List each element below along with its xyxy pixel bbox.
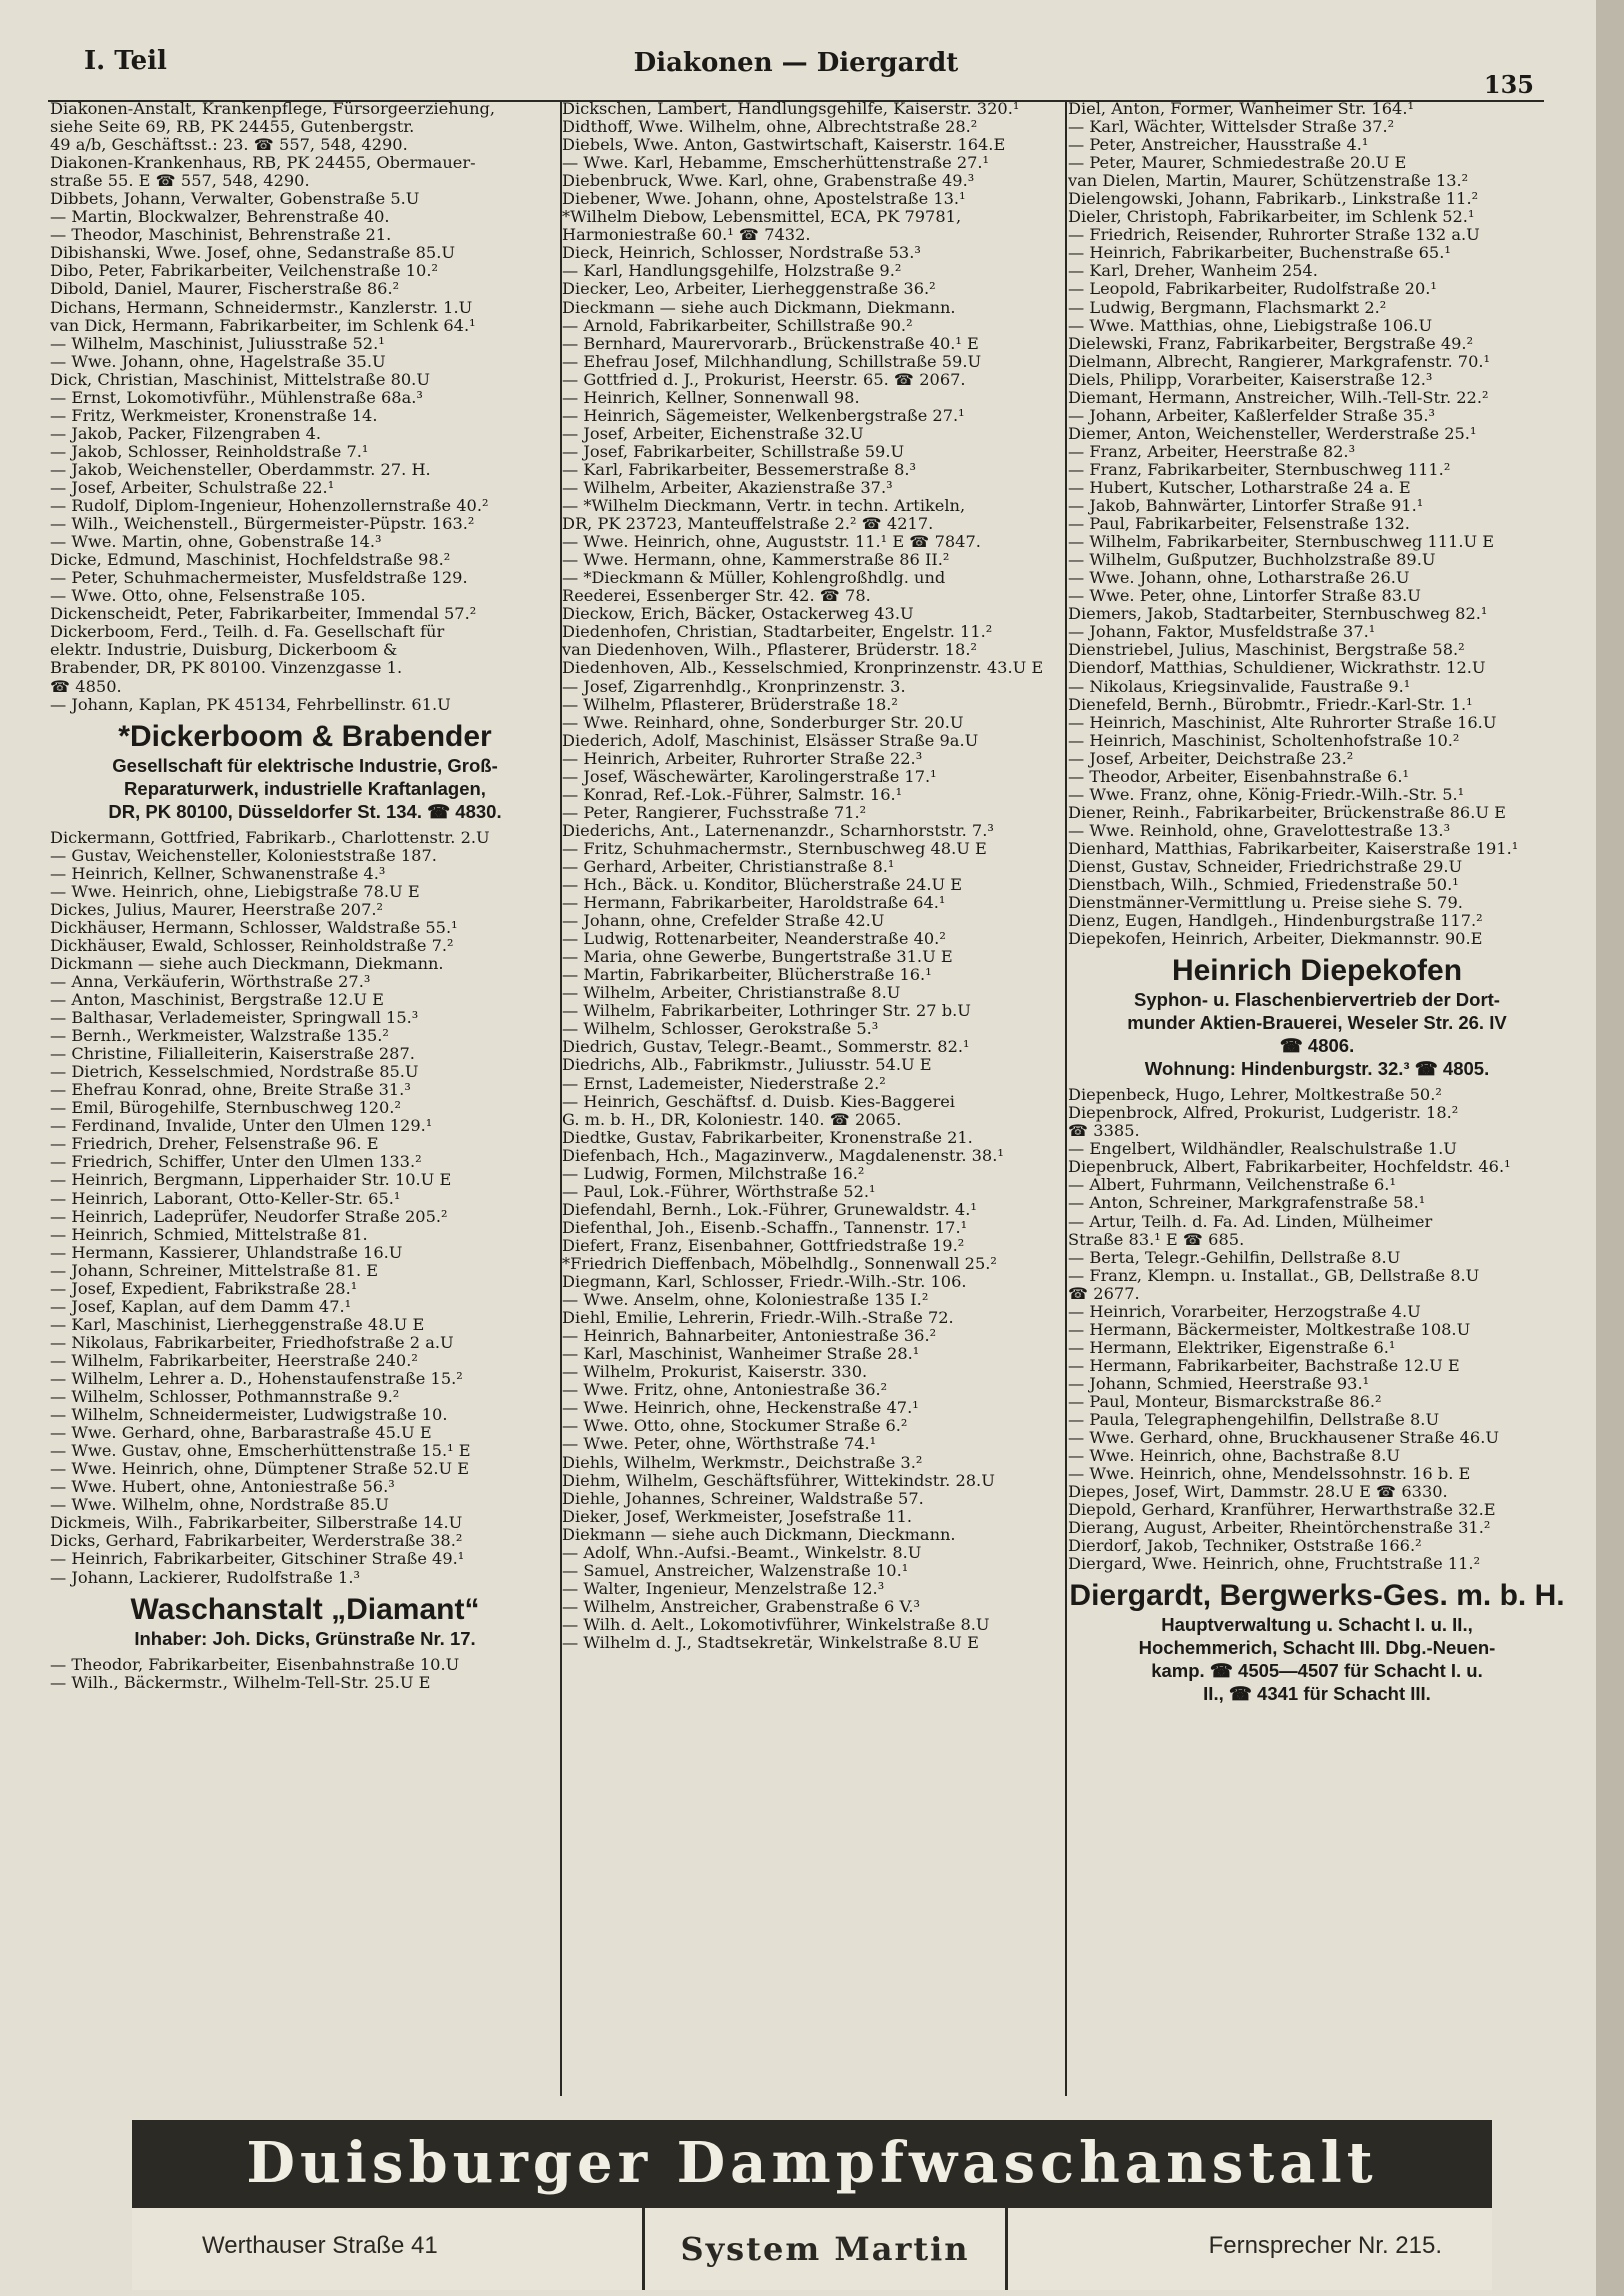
directory-entry: Dielewski, Franz, Fabrikarbeiter, Bergstraße 49.² bbox=[1068, 334, 1474, 353]
directory-entry: Diefenbach, Hch., Magazinverw., Magdalenenstr. 38.¹ bbox=[562, 1146, 1004, 1165]
directory-entry: — Fritz, Schuhmachermstr., Sternbuschweg 48.U E bbox=[562, 839, 987, 858]
directory-entry: Diendorf, Matthias, Schuldiener, Wickrathstr. 12.U bbox=[1068, 659, 1486, 678]
column-3 bbox=[1068, 100, 1566, 2096]
directory-entry: Diepekofen, Heinrich, Arbeiter, Diekmannstr. 90.E bbox=[1068, 930, 1483, 949]
directory-entry: Dieckow, Erich, Bäcker, Ostackerweg 43.U bbox=[562, 605, 914, 624]
directory-entry: — Johann, Lackierer, Rudolfstraße 1.³ bbox=[50, 1568, 360, 1587]
ad-line: DR, PK 80100, Düsseldorfer St. 134. ☎ 4830. bbox=[108, 800, 502, 822]
directory-entry: — Ferdinand, Invalide, Unter den Ulmen 129.¹ bbox=[50, 1117, 433, 1136]
directory-entry: — Wwe. Johann, ohne, Lotharstraße 26.U bbox=[1068, 569, 1410, 588]
directory-entry: — *Wilhelm Dieckmann, Vertr. in techn. Artikeln, bbox=[562, 497, 966, 516]
directory-entry: — Hermann, Fabrikarbeiter, Haroldstraße 64.¹ bbox=[562, 894, 946, 913]
directory-entry: — Heinrich, Maschinist, Alte Ruhrorter Straße 16.U bbox=[1068, 713, 1497, 732]
directory-entry: Diergard, Wwe. Heinrich, ohne, Fruchtstraße 11.² bbox=[1068, 1555, 1481, 1574]
directory-entry: — Bernhard, Maurervorarb., Brückenstraße 40.¹ E bbox=[562, 334, 979, 353]
directory-entry: — Wilhelm, Fabrikarbeiter, Lothringer Str. 27 b.U bbox=[562, 1002, 971, 1021]
ad-diergardt bbox=[1068, 1579, 1566, 1705]
directory-entry: — Balthasar, Verlademeister, Springwall 15.³ bbox=[50, 1009, 419, 1028]
footer-phone: Fernsprecher Nr. 215. bbox=[1208, 2232, 1442, 2259]
page-header bbox=[48, 40, 1544, 102]
ad-title: *Dickerboom & Brabender bbox=[118, 719, 492, 753]
directory-entry: — Wwe. Fritz, ohne, Antoniestraße 36.² bbox=[562, 1381, 888, 1400]
directory-entry: Diehle, Johannes, Schreiner, Waldstraße 57. bbox=[562, 1489, 924, 1508]
directory-entry: DR, PK 23723, Manteuffelstraße 2.² ☎ 4217. bbox=[562, 515, 934, 534]
ad-title: Heinrich Diepekofen bbox=[1171, 954, 1463, 988]
directory-entry: — Anna, Verkäuferin, Wörthstraße 27.³ bbox=[50, 972, 371, 991]
directory-entry: — Karl, Fabrikarbeiter, Bessemerstraße 8.³ bbox=[562, 460, 917, 479]
directory-entry: — Wilhelm, Gußputzer, Buchholzstraße 89.U bbox=[1068, 551, 1436, 570]
directory-entry: Dienstmänner-Vermittlung u. Preise siehe S. 79. bbox=[1068, 894, 1463, 913]
directory-entry: — Karl, Maschinist, Lierheggenstraße 48.U E bbox=[50, 1315, 425, 1334]
directory-entry: — Jakob, Bahnwärter, Lintorfer Straße 91.¹ bbox=[1068, 497, 1424, 516]
directory-entry: — Artur, Teilh. d. Fa. Ad. Linden, Mülheimer bbox=[1068, 1212, 1433, 1231]
directory-entry: — Wwe. Karl, Hebamme, Emscherhüttenstraße 27.¹ bbox=[562, 154, 990, 173]
directory-entry: — Konrad, Ref.-Lok.-Führer, Salmstr. 16.¹ bbox=[562, 785, 903, 804]
directory-entry: Diederichs, Ant., Laternenanzdr., Scharnhorststr. 7.³ bbox=[562, 821, 994, 840]
running-head: Diakonen — Diergardt bbox=[633, 48, 959, 78]
directory-entry: Diebener, Wwe. Johann, ohne, Apostelstraße 13.¹ bbox=[562, 190, 966, 209]
directory-entry: Diedenhoven, Alb., Kesselschmied, Kronprinzenstr. 43.U E bbox=[562, 659, 1044, 678]
directory-entry: — Wilhelm, Pflasterer, Brüderstraße 18.² bbox=[562, 695, 898, 714]
directory-entry: — *Dieckmann & Müller, Kohlengroßhdlg. und bbox=[562, 569, 946, 588]
directory-entry: — Josef, Arbeiter, Schulstraße 22.¹ bbox=[50, 478, 335, 497]
footer-title: Duisburger Dampfwaschanstalt bbox=[246, 2130, 1378, 2196]
directory-entry: — Hubert, Kutscher, Lotharstraße 24 a. E bbox=[1068, 478, 1411, 497]
directory-entry: — Ernst, Lokomotivführ., Mühlenstraße 68a.³ bbox=[50, 388, 423, 407]
directory-entry: — Wilhelm, Arbeiter, Christianstraße 8.U bbox=[562, 984, 901, 1003]
directory-entry: — Wwe. Heinrich, ohne, Bachstraße 8.U bbox=[1068, 1447, 1401, 1466]
directory-entry: van Diedenhoven, Wilh., Pflasterer, Brüderstr. 18.² bbox=[562, 641, 977, 660]
entries-block bbox=[1068, 100, 1566, 948]
directory-entry: — Adolf, Whn.-Aufsi.-Beamt., Winkelstr. 8.U bbox=[562, 1543, 922, 1562]
directory-entry: ☎ 4850. bbox=[50, 677, 122, 696]
directory-entry: Diepenbrock, Alfred, Prokurist, Ludgeristr. 18.² bbox=[1068, 1104, 1459, 1123]
directory-entry: Dickmeis, Wilh., Fabrikarbeiter, Silberstraße 14.U bbox=[50, 1514, 463, 1533]
directory-entry: — Gustav, Weichensteller, Kolonieststraße 187. bbox=[50, 846, 437, 865]
directory-entry: — Peter, Rangierer, Fuchsstraße 71.² bbox=[562, 803, 867, 822]
directory-entry: Dienstriebel, Julius, Maschinist, Bergstraße 58.² bbox=[1068, 641, 1465, 660]
directory-entry: Didthoff, Wwe. Wilhelm, ohne, Albrechtstraße 28.² bbox=[562, 118, 978, 137]
directory-entry: Diecker, Leo, Arbeiter, Lierheggenstraße 36.² bbox=[562, 280, 936, 299]
directory-entry: — Heinrich, Kellner, Schwanenstraße 4.³ bbox=[50, 864, 386, 883]
directory-entry: — Wilhelm, Maschinist, Juliusstraße 52.¹ bbox=[50, 334, 385, 353]
directory-entry: — Nikolaus, Kriegsinvalide, Faustraße 9.¹ bbox=[1068, 677, 1411, 696]
directory-entry: — Wilhelm, Anstreicher, Grabenstraße 6 V.³ bbox=[562, 1597, 920, 1616]
directory-entry: Diakonen-Krankenhaus, RB, PK 24455, Obermauer- bbox=[50, 154, 476, 173]
directory-entry: — Gottfried d. J., Prokurist, Heerstr. 65. ☎ 2067. bbox=[562, 370, 966, 389]
directory-entry: — Bernh., Werkmeister, Walzstraße 135.² bbox=[50, 1027, 389, 1046]
directory-entry: — Jakob, Weichensteller, Oberdammstr. 27. H. bbox=[50, 460, 431, 479]
directory-entry: siehe Seite 69, RB, PK 24455, Gutenbergstr. bbox=[50, 118, 415, 137]
directory-entry: Dielengowski, Johann, Fabrikarb., Linkstraße 11.² bbox=[1068, 190, 1479, 209]
directory-entry: ☎ 2677. bbox=[1068, 1284, 1140, 1303]
page-number: 135 bbox=[1483, 70, 1534, 99]
directory-entry: — Franz, Fabrikarbeiter, Sternbuschweg 111.² bbox=[1068, 460, 1451, 479]
ad-line: Hochemmerich, Schacht III. Dbg.-Neuen- bbox=[1138, 1637, 1496, 1659]
directory-entry: — Wwe. Hermann, ohne, Kammerstraße 86 II.² bbox=[562, 551, 950, 570]
directory-entry: — Wwe. Anselm, ohne, Koloniestraße 135 I.² bbox=[562, 1291, 929, 1310]
directory-entry: Dielmann, Albrecht, Rangierer, Markgrafenstr. 70.¹ bbox=[1068, 352, 1491, 371]
ad-diepekofen bbox=[1068, 954, 1566, 1080]
directory-entry: Diedenhofen, Christian, Stadtarbeiter, Engelstr. 11.² bbox=[562, 623, 993, 642]
directory-entry: van Dick, Hermann, Fabrikarbeiter, im Schlenk 64.¹ bbox=[50, 316, 476, 335]
directory-entry: — Ehefrau Konrad, ohne, Breite Straße 31.³ bbox=[50, 1081, 411, 1100]
directory-entry: — Heinrich, Arbeiter, Ruhrorter Straße 22.³ bbox=[562, 749, 923, 768]
directory-entry: — Wilhelm, Fabrikarbeiter, Heerstraße 240.² bbox=[50, 1351, 418, 1370]
directory-entry: Diegmann, Karl, Schlosser, Friedr.-Wilh.-Str. 106. bbox=[562, 1273, 967, 1292]
directory-entry: Diels, Philipp, Vorarbeiter, Kaiserstraße 12.³ bbox=[1068, 370, 1433, 389]
directory-entry: — Johann, Schmied, Heerstraße 93.¹ bbox=[1068, 1374, 1370, 1393]
directory-entry: Diefert, Franz, Eisenbahner, Gottfriedstraße 19.² bbox=[562, 1236, 965, 1255]
directory-entry: Diakonen-Anstalt, Krankenpflege, Fürsorgeerziehung, bbox=[50, 100, 496, 118]
directory-entry: straße 55. E ☎ 557, 548, 4290. bbox=[50, 172, 310, 191]
directory-entry: Diehm, Wilhelm, Geschäftsführer, Wittekindstr. 28.U bbox=[562, 1471, 995, 1490]
directory-entry: — Wilhelm, Arbeiter, Akazienstraße 37.³ bbox=[562, 478, 893, 497]
ad-line: munder Aktien-Brauerei, Weseler Str. 26. IV bbox=[1127, 1012, 1507, 1034]
directory-entry: Dickerboom, Ferd., Teilh. d. Fa. Gesellschaft für bbox=[50, 623, 445, 642]
directory-entry: — Maria, ohne Gewerbe, Bungertstraße 31.U E bbox=[562, 948, 953, 967]
directory-entry: *Wilhelm Diebow, Lebensmittel, ECA, PK 79781, bbox=[562, 208, 962, 227]
directory-entry: Dicke, Edmund, Maschinist, Hochfeldstraße 98.² bbox=[50, 551, 451, 570]
directory-entry: — Martin, Blockwalzer, Behrenstraße 40. bbox=[50, 208, 390, 227]
directory-entry: — Wwe. Gerhard, ohne, Bruckhausener Straße 46.U bbox=[1068, 1429, 1500, 1448]
directory-entry: Dichans, Hermann, Schneidermstr., Kanzlerstr. 1.U bbox=[50, 298, 473, 317]
directory-entry: Diepenbruck, Albert, Fabrikarbeiter, Hochfeldstr. 46.¹ bbox=[1068, 1158, 1511, 1177]
directory-entry: — Wwe. Otto, ohne, Felsenstraße 105. bbox=[50, 587, 366, 606]
directory-entry: — Ernst, Lademeister, Niederstraße 2.² bbox=[562, 1074, 886, 1093]
directory-entry: Dienhard, Matthias, Fabrikarbeiter, Kaiserstraße 191.¹ bbox=[1068, 839, 1519, 858]
directory-entry: Diepenbeck, Hugo, Lehrer, Moltkestraße 50.² bbox=[1068, 1086, 1442, 1105]
directory-entry: — Franz, Arbeiter, Heerstraße 82.³ bbox=[1068, 442, 1356, 461]
directory-entry: Diehls, Wilhelm, Werkmstr., Deichstraße 3.² bbox=[562, 1453, 923, 1472]
directory-entry: — Heinrich, Fabrikarbeiter, Buchenstraße 65.¹ bbox=[1068, 244, 1451, 263]
directory-entry: — Johann, Kaplan, PK 45134, Fehrbellinstr. 61.U bbox=[50, 695, 451, 714]
directory-entry: Diedrich, Gustav, Telegr.-Beamt., Sommerstr. 82.¹ bbox=[562, 1038, 970, 1057]
directory-entry: — Heinrich, Kellner, Sonnenwall 98. bbox=[562, 388, 860, 407]
directory-entry: Dierdorf, Jakob, Techniker, Oststraße 166.² bbox=[1068, 1537, 1422, 1556]
directory-entry: — Friedrich, Schiffer, Unter den Ulmen 133.² bbox=[50, 1153, 422, 1172]
directory-entry: — Hch., Bäck. u. Konditor, Blücherstraße 24.U E bbox=[562, 876, 963, 895]
directory-entry: Dieck, Heinrich, Schlosser, Nordstraße 53.³ bbox=[562, 244, 921, 263]
directory-entry: — Johann, ohne, Crefelder Straße 42.U bbox=[562, 912, 885, 931]
directory-entry: Dibishanski, Wwe. Josef, ohne, Sedanstraße 85.U bbox=[50, 244, 455, 263]
entries-block bbox=[50, 829, 560, 1587]
directory-entry: Diepold, Gerhard, Kranführer, Herwarthstraße 32.E bbox=[1068, 1501, 1496, 1520]
directory-entry: — Walter, Ingenieur, Menzelstraße 12.³ bbox=[562, 1579, 885, 1598]
directory-entry: — Paul, Monteur, Bismarckstraße 86.² bbox=[1068, 1393, 1382, 1411]
directory-entry: — Josef, Wäschewärter, Karolingerstraße 17.¹ bbox=[562, 767, 937, 786]
directory-entry: — Wwe. Hubert, ohne, Antoniestraße 56.³ bbox=[50, 1478, 395, 1497]
directory-entry: — Wwe. Franz, ohne, König-Friedr.-Wilh.-Str. 5.¹ bbox=[1068, 785, 1465, 804]
directory-entry: Dickes, Julius, Maurer, Heerstraße 207.² bbox=[50, 900, 384, 919]
directory-entry: — Wwe. Heinrich, ohne, Dümptener Straße 52.U E bbox=[50, 1460, 470, 1479]
directory-entry: — Wwe. Peter, ohne, Lintorfer Straße 83.U bbox=[1068, 587, 1421, 606]
directory-entry: — Ehefrau Josef, Milchhandlung, Schillstraße 59.U bbox=[562, 352, 982, 371]
ad-line: Wohnung: Hindenburgstr. 32.³ ☎ 4805. bbox=[1144, 1058, 1490, 1080]
directory-entry: — Engelbert, Wildhändler, Realschulstraße 1.U bbox=[1068, 1140, 1457, 1159]
directory-entry: Dickhäuser, Hermann, Schlosser, Waldstraße 55.¹ bbox=[50, 918, 458, 937]
directory-entry: Diedtke, Gustav, Fabrikarbeiter, Kronenstraße 21. bbox=[562, 1128, 973, 1147]
directory-entry: Diebenbruck, Wwe. Karl, ohne, Grabenstraße 49.³ bbox=[562, 172, 975, 191]
directory-entry: — Josef, Expedient, Fabrikstraße 28.¹ bbox=[50, 1279, 358, 1298]
directory-entry: Dibold, Daniel, Maurer, Fischerstraße 86.² bbox=[50, 280, 400, 299]
directory-entry: Dierang, August, Arbeiter, Rheintörchenstraße 31.² bbox=[1068, 1519, 1491, 1538]
directory-entry: — Hermann, Fabrikarbeiter, Bachstraße 12.U E bbox=[1068, 1356, 1460, 1375]
directory-entry: — Wilhelm, Schlosser, Gerokstraße 5.³ bbox=[562, 1020, 879, 1039]
directory-entry: *Friedrich Dieffenbach, Möbelhdlg., Sonnenwall 25.² bbox=[562, 1255, 997, 1273]
directory-entry: — Anton, Maschinist, Bergstraße 12.U E bbox=[50, 991, 384, 1010]
directory-entry: Dienstbach, Wilh., Schmied, Friedenstraße 50.¹ bbox=[1068, 876, 1459, 895]
directory-entry: — Theodor, Fabrikarbeiter, Eisenbahnstraße 10.U bbox=[50, 1655, 460, 1674]
directory-entry: — Wwe. Gustav, ohne, Emscherhüttenstraße 15.¹ E bbox=[50, 1442, 471, 1461]
ad-line: kamp. ☎ 4505—4507 für Schacht I. u. bbox=[1151, 1660, 1483, 1682]
directory-entry: — Johann, Schreiner, Mittelstraße 81. E bbox=[50, 1261, 379, 1280]
directory-entry: — Wwe. Heinrich, ohne, Heckenstraße 47.¹ bbox=[562, 1399, 919, 1418]
directory-entry: — Peter, Anstreicher, Hausstraße 4.¹ bbox=[1068, 136, 1369, 155]
directory-entry: — Wilhelm, Lehrer a. D., Hohenstaufenstraße 15.² bbox=[50, 1370, 463, 1388]
directory-entry: Diefendahl, Bernh., Lok.-Führer, Grunewaldstr. 4.¹ bbox=[562, 1200, 977, 1219]
directory-entry: — Josef, Kaplan, auf dem Damm 47.¹ bbox=[50, 1297, 352, 1316]
directory-entry: — Karl, Wächter, Wittelsder Straße 37.² bbox=[1068, 118, 1395, 137]
directory-entry: — Wilh., Bäckermstr., Wilhelm-Tell-Str. 25.U E bbox=[50, 1673, 431, 1692]
directory-entry: — Karl, Maschinist, Wanheimer Straße 28.¹ bbox=[562, 1345, 920, 1364]
directory-entry: — Martin, Fabrikarbeiter, Blücherstraße 16.¹ bbox=[562, 966, 932, 985]
ad-line: Gesellschaft für elektrische Industrie, Groß- bbox=[112, 754, 498, 776]
directory-entry: Dibo, Peter, Fabrikarbeiter, Veilchenstraße 10.² bbox=[50, 262, 438, 281]
ad-dickerboom bbox=[50, 720, 560, 823]
directory-entry: elektr. Industrie, Duisburg, Dickerboom & bbox=[50, 641, 398, 660]
directory-entry: — Wwe. Reinhold, ohne, Gravelottestraße 13.³ bbox=[1068, 821, 1451, 840]
directory-entry: — Wwe. Matthias, ohne, Liebigstraße 106.U bbox=[1068, 316, 1433, 335]
ad-line: Hauptverwaltung u. Schacht I. u. II., bbox=[1161, 1614, 1473, 1636]
directory-entry: — Heinrich, Vorarbeiter, Herzogstraße 4.U bbox=[1068, 1302, 1421, 1321]
directory-entry: — Heinrich, Ladeprüfer, Neudorfer Straße 205.² bbox=[50, 1207, 448, 1226]
directory-entry: — Theodor, Maschinist, Behrenstraße 21. bbox=[50, 226, 392, 245]
directory-entry: Diemant, Hermann, Anstreicher, Wilh.-Tell-Str. 22.² bbox=[1068, 388, 1489, 407]
entries-block bbox=[50, 1656, 560, 1692]
directory-entry: — Karl, Handlungsgehilfe, Holzstraße 9.² bbox=[562, 262, 902, 281]
directory-entry: — Anton, Schreiner, Markgrafenstraße 58.¹ bbox=[1068, 1194, 1426, 1213]
directory-entry: Dickhäuser, Ewald, Schlosser, Reinholdstraße 7.² bbox=[50, 936, 454, 955]
directory-entry: Straße 83.¹ E ☎ 685. bbox=[1068, 1230, 1245, 1249]
entries-block bbox=[50, 100, 560, 714]
directory-entry: Diebels, Wwe. Anton, Gastwirtschaft, Kaiserstr. 164.E bbox=[562, 136, 1006, 155]
directory-entry: — Josef, Arbeiter, Eichenstraße 32.U bbox=[562, 424, 864, 443]
entries-block bbox=[1068, 1086, 1566, 1573]
directory-entry: Reederei, Essenberger Str. 42. ☎ 78. bbox=[562, 587, 871, 606]
directory-entry: — Wwe. Heinrich, ohne, Mendelssohnstr. 16 b. E bbox=[1068, 1465, 1471, 1484]
directory-entry: Diemer, Anton, Weichensteller, Werderstraße 25.¹ bbox=[1068, 424, 1477, 443]
directory-entry: — Johann, Faktor, Musfeldstraße 37.¹ bbox=[1068, 623, 1376, 642]
directory-entry: — Heinrich, Maschinist, Scholtenhofstraße 10.² bbox=[1068, 731, 1460, 750]
directory-entry: — Nikolaus, Fabrikarbeiter, Friedhofstraße 2 a.U bbox=[50, 1333, 454, 1352]
directory-entry: — Heinrich, Sägemeister, Welkenbergstraße 27.¹ bbox=[562, 406, 965, 425]
directory-entry: — Friedrich, Dreher, Felsenstraße 96. E bbox=[50, 1135, 379, 1154]
directory-entry: — Wilh. d. Aelt., Lokomotivführer, Winkelstraße 8.U bbox=[562, 1615, 990, 1634]
directory-entry: — Wwe. Wilhelm, ohne, Nordstraße 85.U bbox=[50, 1496, 389, 1515]
ad-line: Reparaturwerk, industrielle Kraftanlagen, bbox=[124, 777, 486, 799]
directory-entry: — Samuel, Anstreicher, Walzenstraße 10.¹ bbox=[562, 1561, 909, 1580]
directory-entry: — Wilhelm, Prokurist, Kaiserstr. 330. bbox=[562, 1363, 868, 1382]
directory-entry: Dickschen, Lambert, Handlungsgehilfe, Kaiserstr. 320.¹ bbox=[562, 100, 1020, 118]
directory-entry: Diepes, Josef, Wirt, Dammstr. 28.U E ☎ 6330. bbox=[1068, 1483, 1448, 1502]
directory-entry: — Leopold, Fabrikarbeiter, Rudolfstraße 20.¹ bbox=[1068, 280, 1437, 299]
directory-entry: — Hermann, Bäckermeister, Moltkestraße 108.U bbox=[1068, 1320, 1471, 1339]
directory-entry: — Karl, Dreher, Wanheim 254. bbox=[1068, 262, 1318, 281]
directory-entry: — Jakob, Schlosser, Reinholdstraße 7.¹ bbox=[50, 442, 369, 461]
directory-entry: — Wwe. Reinhard, ohne, Sonderburger Str. 20.U bbox=[562, 713, 964, 732]
directory-entry: — Wilh., Weichenstell., Bürgermeister-Püpstr. 163.² bbox=[50, 515, 475, 534]
directory-entry: — Paul, Fabrikarbeiter, Felsenstraße 132. bbox=[1068, 515, 1410, 534]
entries-block bbox=[562, 100, 1064, 1652]
directory-entry: Diehl, Emilie, Lehrerin, Friedr.-Wilh.-Straße 72. bbox=[562, 1309, 954, 1328]
directory-entry: Dibbets, Johann, Verwalter, Gobenstraße 5.U bbox=[50, 190, 420, 209]
directory-entry: Dick, Christian, Maschinist, Mittelstraße 80.U bbox=[50, 370, 430, 389]
directory-entry: Diener, Reinh., Fabrikarbeiter, Brückenstraße 86.U E bbox=[1068, 803, 1506, 822]
directory-entry: — Ludwig, Rottenarbeiter, Neanderstraße 40.² bbox=[562, 930, 946, 949]
directory-entry: — Peter, Maurer, Schmiedestraße 20.U E bbox=[1068, 154, 1407, 173]
directory-entry: — Gerhard, Arbeiter, Christianstraße 8.¹ bbox=[562, 857, 895, 876]
footer-address: Werthauser Straße 41 bbox=[202, 2232, 438, 2259]
directory-entry: — Albert, Fuhrmann, Veilchenstraße 6.¹ bbox=[1068, 1176, 1396, 1195]
directory-entry: — Heinrich, Fabrikarbeiter, Gitschiner Straße 49.¹ bbox=[50, 1550, 465, 1569]
directory-entry: Harmoniestraße 60.¹ ☎ 7432. bbox=[562, 226, 811, 245]
directory-entry: Diemers, Jakob, Stadtarbeiter, Sternbuschweg 82.¹ bbox=[1068, 605, 1488, 624]
directory-entry: Dieckmann — siehe auch Dickmann, Diekmann. bbox=[562, 298, 956, 317]
directory-entry: — Heinrich, Laborant, Otto-Keller-Str. 65.¹ bbox=[50, 1189, 401, 1208]
ad-line: II., ☎ 4341 für Schacht III. bbox=[1203, 1683, 1431, 1705]
directory-entry: — Wilhelm d. J., Stadtsekretär, Winkelstraße 8.U E bbox=[562, 1633, 979, 1652]
directory-entry: — Wilhelm, Schlosser, Pothmannstraße 9.² bbox=[50, 1388, 400, 1407]
directory-entry: — Fritz, Werkmeister, Kronenstraße 14. bbox=[50, 406, 378, 425]
directory-entry: — Josef, Zigarrenhdlg., Kronprinzenstr. 3. bbox=[562, 677, 906, 696]
directory-entry: Dieker, Josef, Werkmeister, Josefstraße 11. bbox=[562, 1507, 912, 1526]
directory-entry: — Wwe. Heinrich, ohne, Auguststr. 11.¹ E ☎ 7847. bbox=[562, 533, 981, 552]
directory-entry: Diefenthal, Joh., Eisenb.-Schaffn., Tannenstr. 17.¹ bbox=[562, 1218, 968, 1237]
directory-entry: — Jakob, Packer, Filzengraben 4. bbox=[50, 424, 322, 443]
directory-entry: — Wwe. Otto, ohne, Stockumer Straße 6.² bbox=[562, 1417, 908, 1436]
directory-entry: van Dielen, Martin, Maurer, Schützenstraße 13.² bbox=[1068, 172, 1469, 191]
directory-entry: — Christine, Filialleiterin, Kaiserstraße 287. bbox=[50, 1045, 415, 1064]
directory-entry: 49 a/b, Geschäftsst.: 23. ☎ 557, 548, 4290. bbox=[50, 136, 408, 155]
directory-entry: Dickermann, Gottfried, Fabrikarb., Charlottenstr. 2.U bbox=[50, 828, 490, 847]
directory-entry: Dienz, Eugen, Handlgeh., Hindenburgstraße 117.² bbox=[1068, 912, 1483, 931]
directory-entry: — Johann, Arbeiter, Kaßlerfelder Straße 35.³ bbox=[1068, 406, 1436, 425]
directory-entry: — Theodor, Arbeiter, Eisenbahnstraße 6.¹ bbox=[1068, 767, 1409, 786]
directory-entry: — Dietrich, Kesselschmied, Nordstraße 85.U bbox=[50, 1063, 419, 1082]
directory-entry: Dicks, Gerhard, Fabrikarbeiter, Werderstraße 38.² bbox=[50, 1532, 463, 1551]
directory-entry: — Arnold, Fabrikarbeiter, Schillstraße 90.² bbox=[562, 316, 913, 335]
ad-line: Inhaber: Joh. Dicks, Grünstraße Nr. 17. bbox=[134, 1627, 476, 1649]
directory-entry: — Heinrich, Bahnarbeiter, Antoniestraße 36.² bbox=[562, 1327, 937, 1346]
column-1 bbox=[50, 100, 560, 2096]
directory-entry: — Ludwig, Bergmann, Flachsmarkt 2.² bbox=[1068, 298, 1387, 317]
directory-entry: — Paul, Lok.-Führer, Wörthstraße 52.¹ bbox=[562, 1182, 876, 1201]
directory-entry: — Hermann, Elektriker, Eigenstraße 6.¹ bbox=[1068, 1338, 1396, 1357]
directory-entry: — Berta, Telegr.-Gehilfin, Dellstraße 8.U bbox=[1068, 1248, 1401, 1267]
directory-entry: — Heinrich, Schmied, Mittelstraße 81. bbox=[50, 1225, 368, 1244]
directory-entry: — Wwe. Johann, ohne, Hagelstraße 35.U bbox=[50, 352, 386, 371]
ad-line: ☎ 4806. bbox=[1279, 1035, 1355, 1057]
directory-entry: Dienefeld, Bernh., Bürobmtr., Friedr.-Karl-Str. 1.¹ bbox=[1068, 695, 1473, 714]
directory-entry: Brabender, DR, PK 80100. Vinzenzgasse 1. bbox=[50, 659, 403, 678]
directory-entry: — Wwe. Peter, ohne, Wörthstraße 74.¹ bbox=[562, 1435, 877, 1454]
directory-entry: — Wwe. Heinrich, ohne, Liebigstraße 78.U E bbox=[50, 882, 420, 901]
directory-entry: Dienst, Gustav, Schneider, Friedrichstraße 29.U bbox=[1068, 857, 1463, 876]
directory-entry: Diedrichs, Alb., Fabrikmstr., Juliusstr. 54.U E bbox=[562, 1056, 932, 1075]
directory-entry: Diederich, Adolf, Maschinist, Elsässer Straße 9a.U bbox=[562, 731, 979, 750]
column-rule bbox=[1065, 100, 1067, 2096]
footer-system: System Martin bbox=[642, 2208, 1008, 2290]
directory-entry: — Wilhelm, Schneidermeister, Ludwigstraße 10. bbox=[50, 1406, 448, 1425]
directory-entry: G. m. b. H., DR, Koloniestr. 140. ☎ 2065. bbox=[562, 1110, 902, 1129]
directory-entry: — Josef, Fabrikarbeiter, Schillstraße 59.U bbox=[562, 442, 905, 461]
directory-entry: Dickmann — siehe auch Dieckmann, Diekmann. bbox=[50, 954, 444, 973]
directory-entry: — Wilhelm, Fabrikarbeiter, Sternbuschweg 111.U E bbox=[1068, 533, 1495, 552]
ad-title: Diergardt, Bergwerks-Ges. m. b. H. bbox=[1069, 1579, 1565, 1613]
ad-waschanstalt bbox=[50, 1593, 560, 1650]
directory-entry: — Rudolf, Diplom-Ingenieur, Hohenzollernstraße 40.² bbox=[50, 497, 489, 516]
directory-entry: Diel, Anton, Former, Wanheimer Str. 164.¹ bbox=[1068, 100, 1414, 118]
directory-entry: Dickenscheidt, Peter, Fabrikarbeiter, Immendal 57.² bbox=[50, 605, 477, 624]
column-2 bbox=[562, 100, 1064, 2096]
ad-title: Waschanstalt „Diamant“ bbox=[130, 1592, 480, 1626]
directory-entry: — Josef, Arbeiter, Deichstraße 23.² bbox=[1068, 749, 1354, 768]
section-label: I. Teil bbox=[84, 46, 167, 76]
directory-entry: Diekmann — siehe auch Dickmann, Dieckmann. bbox=[562, 1525, 956, 1544]
directory-entry: — Wwe. Gerhard, ohne, Barbarastraße 45.U E bbox=[50, 1424, 432, 1443]
directory-entry: ☎ 3385. bbox=[1068, 1122, 1140, 1141]
directory-entry: — Heinrich, Bergmann, Lipperhaider Str. 10.U E bbox=[50, 1171, 452, 1190]
directory-entry: — Franz, Klempn. u. Installat., GB, Dellstraße 8.U bbox=[1068, 1266, 1480, 1285]
page-edge bbox=[1596, 0, 1624, 2296]
directory-entry: — Wwe. Martin, ohne, Gobenstraße 14.³ bbox=[50, 533, 382, 552]
directory-entry: — Peter, Schuhmachermeister, Musfeldstraße 129. bbox=[50, 569, 468, 588]
ad-line: Syphon- u. Flaschenbiervertrieb der Dort- bbox=[1134, 989, 1500, 1011]
footer-ad bbox=[132, 2120, 1492, 2290]
directory-entry: — Emil, Bürogehilfe, Sternbuschweg 120.² bbox=[50, 1099, 401, 1118]
directory-entry: — Ludwig, Formen, Milchstraße 16.² bbox=[562, 1164, 865, 1183]
directory-entry: — Hermann, Kassierer, Uhlandstraße 16.U bbox=[50, 1243, 403, 1262]
directory-entry: Dieler, Christoph, Fabrikarbeiter, im Schlenk 52.¹ bbox=[1068, 208, 1475, 227]
directory-entry: — Friedrich, Reisender, Ruhrorter Straße 132 a.U bbox=[1068, 226, 1480, 245]
directory-entry: — Paula, Telegraphengehilfin, Dellstraße 8.U bbox=[1068, 1411, 1440, 1430]
directory-entry: — Heinrich, Geschäftsf. d. Duisb. Kies-Baggerei bbox=[562, 1092, 955, 1111]
